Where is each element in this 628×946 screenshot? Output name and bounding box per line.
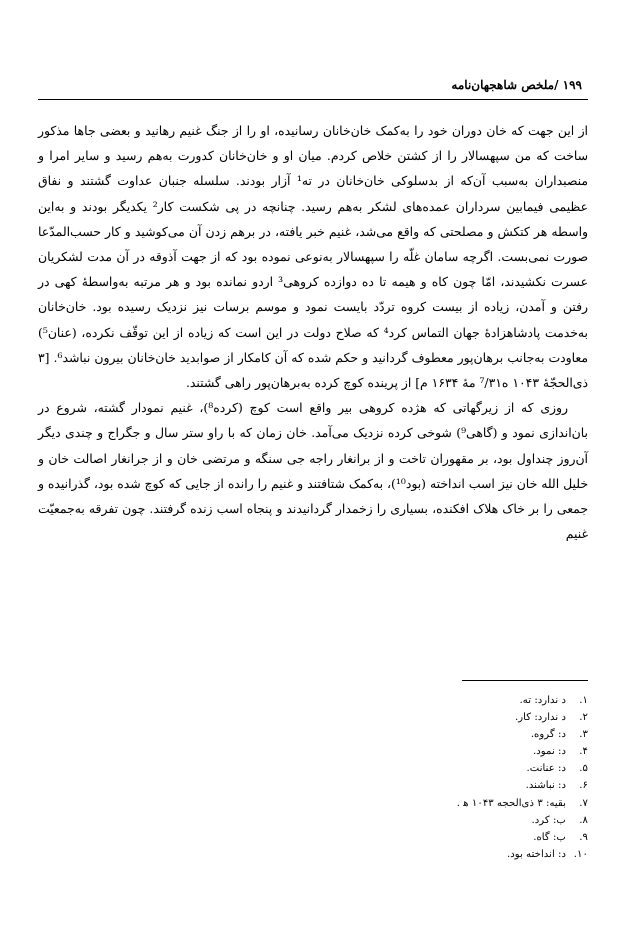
footnote-item [288, 692, 588, 709]
footnote-number: ۶. [579, 780, 588, 792]
footnote-number: ۳. [579, 729, 588, 741]
footnote-number: ۲. [579, 712, 588, 724]
footnote-number: ۵. [579, 763, 588, 775]
footnote-number: ۱۰. [573, 848, 588, 860]
footnote-text: ب: گاه. [533, 831, 566, 843]
footnote-item [288, 812, 588, 829]
footnote-item [288, 777, 588, 794]
paragraph-1: از این جهت که خان دوران خود را به‌کمک خان‌خانان رسانیده، او را از جنگ غنیم رهانید و بعضی جاها مذکور ساخت که من سپهسالار را از کشتن خلاص کردم. میان او و خان‌خانان کدورت به‌هم رسید و سایر امرا و منصبداران به‌سبب آن‌که از بدسلوکی خان‌خانان در ته¹ آزار بودند. سلسله جنبان عداوت گشتند و نفاق عظیمی فیمابین سرداران عمده‌های لشکر به‌هم رسید. چنانچه در پی شکست کار² یکدیگر بودند و به‌این واسطه هر کتکش و مصلحتی که واقع می‌شد، غنیم خبر یافته، در برهم زدن آن می‌کوشید و کار حسب‌المدّعا صورت نمی‌بست. اگرچه سامان غلّه را سپهسالار به‌نوعی نموده بود که از جهت آذوقه در آن مدت لشکریان عسرت نکشیدند، امّا چون کاه و هیمه تا ده دوازده کروهی³ اردو نمانده بود و هر مرتبه به‌واسطهٔ کهی در رفتن و آمدن، زیاده از بیست کروه تردّد بایست نمود و موسم برسات نیز نزدیک رسیده بود. خان‌خانان به‌خدمت پادشاهزادهٔ جهان التماس کرد⁴ که صلاح دولت در این است که زیاده از این توقّف نکرده، (عنان⁵) معاودت به‌جانب برهان‌پور معطوف گردانید و حکم شده که آن کامکار از صوابدید خان‌خانان بیرون نباشد⁶. [۳ ذی‌الحجّهٔ ۱۰۴۳ ه⁷/۳۱ مهٔ ۱۶۳۴ م] از پرینده کوچ کرده به‌برهان‌پور راهی گشتند. [38, 123, 589, 391]
footnote-text: ب: کرد. [531, 814, 566, 826]
footnote-item [288, 726, 588, 743]
footnote-number: ۷. [579, 797, 588, 809]
footnote-text: د: نباشند. [525, 780, 566, 792]
footnote-text: د ندارد: کار. [514, 712, 566, 724]
footnote-rule [462, 680, 588, 681]
header-rule [38, 99, 588, 100]
footnote-text: د: نمود. [533, 746, 566, 758]
footnote-item [288, 709, 588, 726]
footnote-item [288, 795, 588, 812]
running-header-title: ۱۹۹ /ملخص شاهجهان‌نامه [451, 78, 582, 92]
running-header [46, 78, 582, 92]
footnote-text: بقیه: ۳ ذی‌الحجه ۱۰۴۳ ه‍ . [456, 797, 566, 809]
footnote-number: ۸. [579, 814, 588, 826]
paragraph-2: روزی که از زیرگهاتی که هژده کروهی بیر واقع است کوچ (کرده⁸)، غنیم نمودار گشته، شروع در بان‌اندازی نمود و (گاهی⁹) شوخی کرده نزدیک می‌آمد. خان زمان که با راو ستر سال و جگراج و چندی دیگر آن‌روز چنداول بود، بر مقهوران تاخت و از برانغار راجه جی سنگه و مرتضی خان و از جرانغار اصالت خان و خلیل الله خان نیز اسب انداخته (بود¹⁰)، به‌کمک شتافتند و غنیم را رانده از جایی که کوچ شده بود، گذرانیده و جمعی را بر خاک هلاک افکنده، بسیاری را زخمدار گردانیدند و پنجاه اسب زنده گرفتند. چون تفرقه به‌جمعیّت غنیم [38, 400, 588, 542]
footnote-number: ۱. [579, 695, 588, 706]
footnote-number: ۹. [579, 831, 588, 843]
footnote-item [288, 760, 588, 777]
footnote-item [288, 743, 588, 760]
footnote-text: د: گروه. [530, 729, 566, 741]
footnote-text: د: انداخته بود. [507, 848, 566, 860]
footnote-text: د ندارد: ته. [519, 695, 566, 706]
footnotes [288, 692, 588, 863]
main-text [38, 118, 588, 546]
footnote-number: ۴. [579, 746, 588, 758]
footnote-item [288, 846, 588, 863]
footnote-text: د: عنانت. [526, 763, 566, 775]
footnote-item [288, 829, 588, 846]
